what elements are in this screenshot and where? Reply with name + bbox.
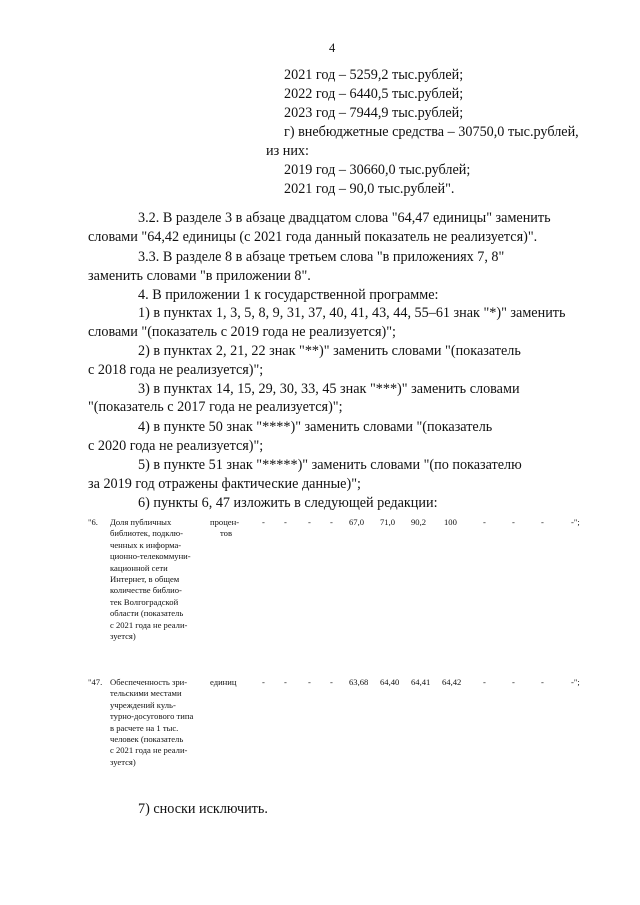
value-cell: - xyxy=(284,677,287,687)
indicator-name-line: кационной сети xyxy=(110,562,168,573)
indicator-name xyxy=(110,677,204,768)
budget-line: из них: xyxy=(266,143,309,159)
value-cell: - xyxy=(512,677,515,687)
value-cell: - xyxy=(330,517,333,527)
item-7: 7) сноски исключить. xyxy=(138,801,268,817)
unit-line: процен- xyxy=(210,517,240,527)
value-cell: - xyxy=(330,677,333,687)
page-number: 4 xyxy=(329,41,336,55)
item-2-line2: с 2018 года не реализуется)"; xyxy=(88,362,264,378)
unit-cell xyxy=(210,517,239,540)
indicator-name-line: ционно-телекоммуни- xyxy=(110,551,191,562)
indicator-name-line: ченных к информа- xyxy=(110,539,182,550)
indicator-name-line: зуется) xyxy=(110,631,136,642)
indicator-name-line: Доля публичных xyxy=(110,517,172,527)
value-cell: - xyxy=(541,677,544,687)
item-2-line1: 2) в пунктах 2, 21, 22 знак "**)" заменить словами "(показатель xyxy=(138,343,521,359)
value-cell: - xyxy=(308,517,311,527)
indicator-name-line: области (показатель xyxy=(110,608,184,619)
unit-line: единиц xyxy=(210,677,237,687)
value-cell: - xyxy=(262,517,265,527)
indicator-name-line: тек Волгоградской xyxy=(110,596,179,607)
row-end: -"; xyxy=(571,677,580,687)
value-cell: - xyxy=(483,517,486,527)
value-cell: 67,0 xyxy=(349,517,365,527)
value-cell: 63,68 xyxy=(349,677,369,687)
item-4-line1: 4) в пункте 50 знак "****)" заменить словами "(показатель xyxy=(138,419,493,435)
indicator-name-line: человек (показатель xyxy=(110,734,184,745)
indicator-name-line: учреждений куль- xyxy=(110,699,176,710)
budget-line: г) внебюджетные средства – 30750,0 тыс.рублей, xyxy=(284,124,579,140)
budget-line: 2021 год – 90,0 тыс.рублей". xyxy=(284,181,455,197)
paragraph-3-2-line1: 3.2. В разделе 3 в абзаце двадцатом слова "64,47 единицы" заменить xyxy=(138,210,551,226)
value-cell: 100 xyxy=(444,517,457,527)
value-cell: 71,0 xyxy=(380,517,396,527)
row-number: "47. xyxy=(88,677,103,687)
indicator-name-line: тельскими местами xyxy=(110,688,182,699)
value-cell: 90,2 xyxy=(411,517,427,527)
indicator-name-line: количестве библио- xyxy=(110,585,182,596)
indicator-name-line: в расчете на 1 тыс. xyxy=(110,722,179,733)
value-cell: - xyxy=(308,677,311,687)
unit-line: тов xyxy=(220,528,232,539)
budget-line: 2022 год – 6440,5 тыс.рублей; xyxy=(284,86,464,102)
item-3-line2: "(показатель с 2017 года не реализуется)"; xyxy=(88,399,343,415)
item-6: 6) пункты 6, 47 изложить в следующей редакции: xyxy=(138,495,438,511)
indicator-name-line: Интернет, в общем xyxy=(110,574,180,585)
value-cell: - xyxy=(541,517,544,527)
indicator-name xyxy=(110,517,204,642)
row-number: "6. xyxy=(88,517,98,527)
item-1-line1: 1) в пунктах 1, 3, 5, 8, 9, 31, 37, 40, 41, 43, 44, 55–61 знак "*)" заменить xyxy=(138,305,566,321)
budget-line: 2019 год – 30660,0 тыс.рублей; xyxy=(284,162,471,178)
item-3-line1: 3) в пунктах 14, 15, 29, 30, 33, 45 знак "***)" заменить словами xyxy=(138,381,520,397)
unit-cell xyxy=(210,677,236,688)
value-cell: - xyxy=(284,517,287,527)
budget-line: 2023 год – 7944,9 тыс.рублей; xyxy=(284,105,464,121)
paragraph-4: 4. В приложении 1 к государственной программе: xyxy=(138,287,439,303)
item-5-line1: 5) в пункте 51 знак "*****)" заменить словами "(по показателю xyxy=(138,457,522,473)
budget-line: 2021 год – 5259,2 тыс.рублей; xyxy=(284,67,464,83)
item-4-line2: с 2020 года не реализуется)"; xyxy=(88,438,264,454)
paragraph-3-2-line2: словами "64,42 единицы (с 2021 года данный показатель не реализуется)". xyxy=(88,229,538,245)
indicator-name-line: библиотек, подклю- xyxy=(110,528,184,539)
value-cell: - xyxy=(512,517,515,527)
item-1-line2: словами "(показатель с 2019 года не реализуется)"; xyxy=(88,324,396,340)
indicator-name-line: зуется) xyxy=(110,756,136,767)
paragraph-3-3-line1: 3.3. В разделе 8 в абзаце третьем слова "в приложениях 7, 8" xyxy=(138,249,505,265)
item-5-line2: за 2019 год отражены фактические данные)"; xyxy=(88,476,361,492)
indicator-name-line: турно-досугового типа xyxy=(110,711,194,722)
value-cell: 64,40 xyxy=(380,677,400,687)
indicator-name-line: с 2021 года не реали- xyxy=(110,745,188,756)
value-cell: 64,41 xyxy=(411,677,431,687)
value-cell: - xyxy=(262,677,265,687)
value-cell: - xyxy=(483,677,486,687)
indicator-name-line: с 2021 года не реали- xyxy=(110,619,188,630)
paragraph-3-3-line2: заменить словами "в приложении 8". xyxy=(88,268,311,284)
value-cell: 64,42 xyxy=(442,677,462,687)
indicator-name-line: Обеспеченность зри- xyxy=(110,677,188,687)
row-end: -"; xyxy=(571,517,580,527)
